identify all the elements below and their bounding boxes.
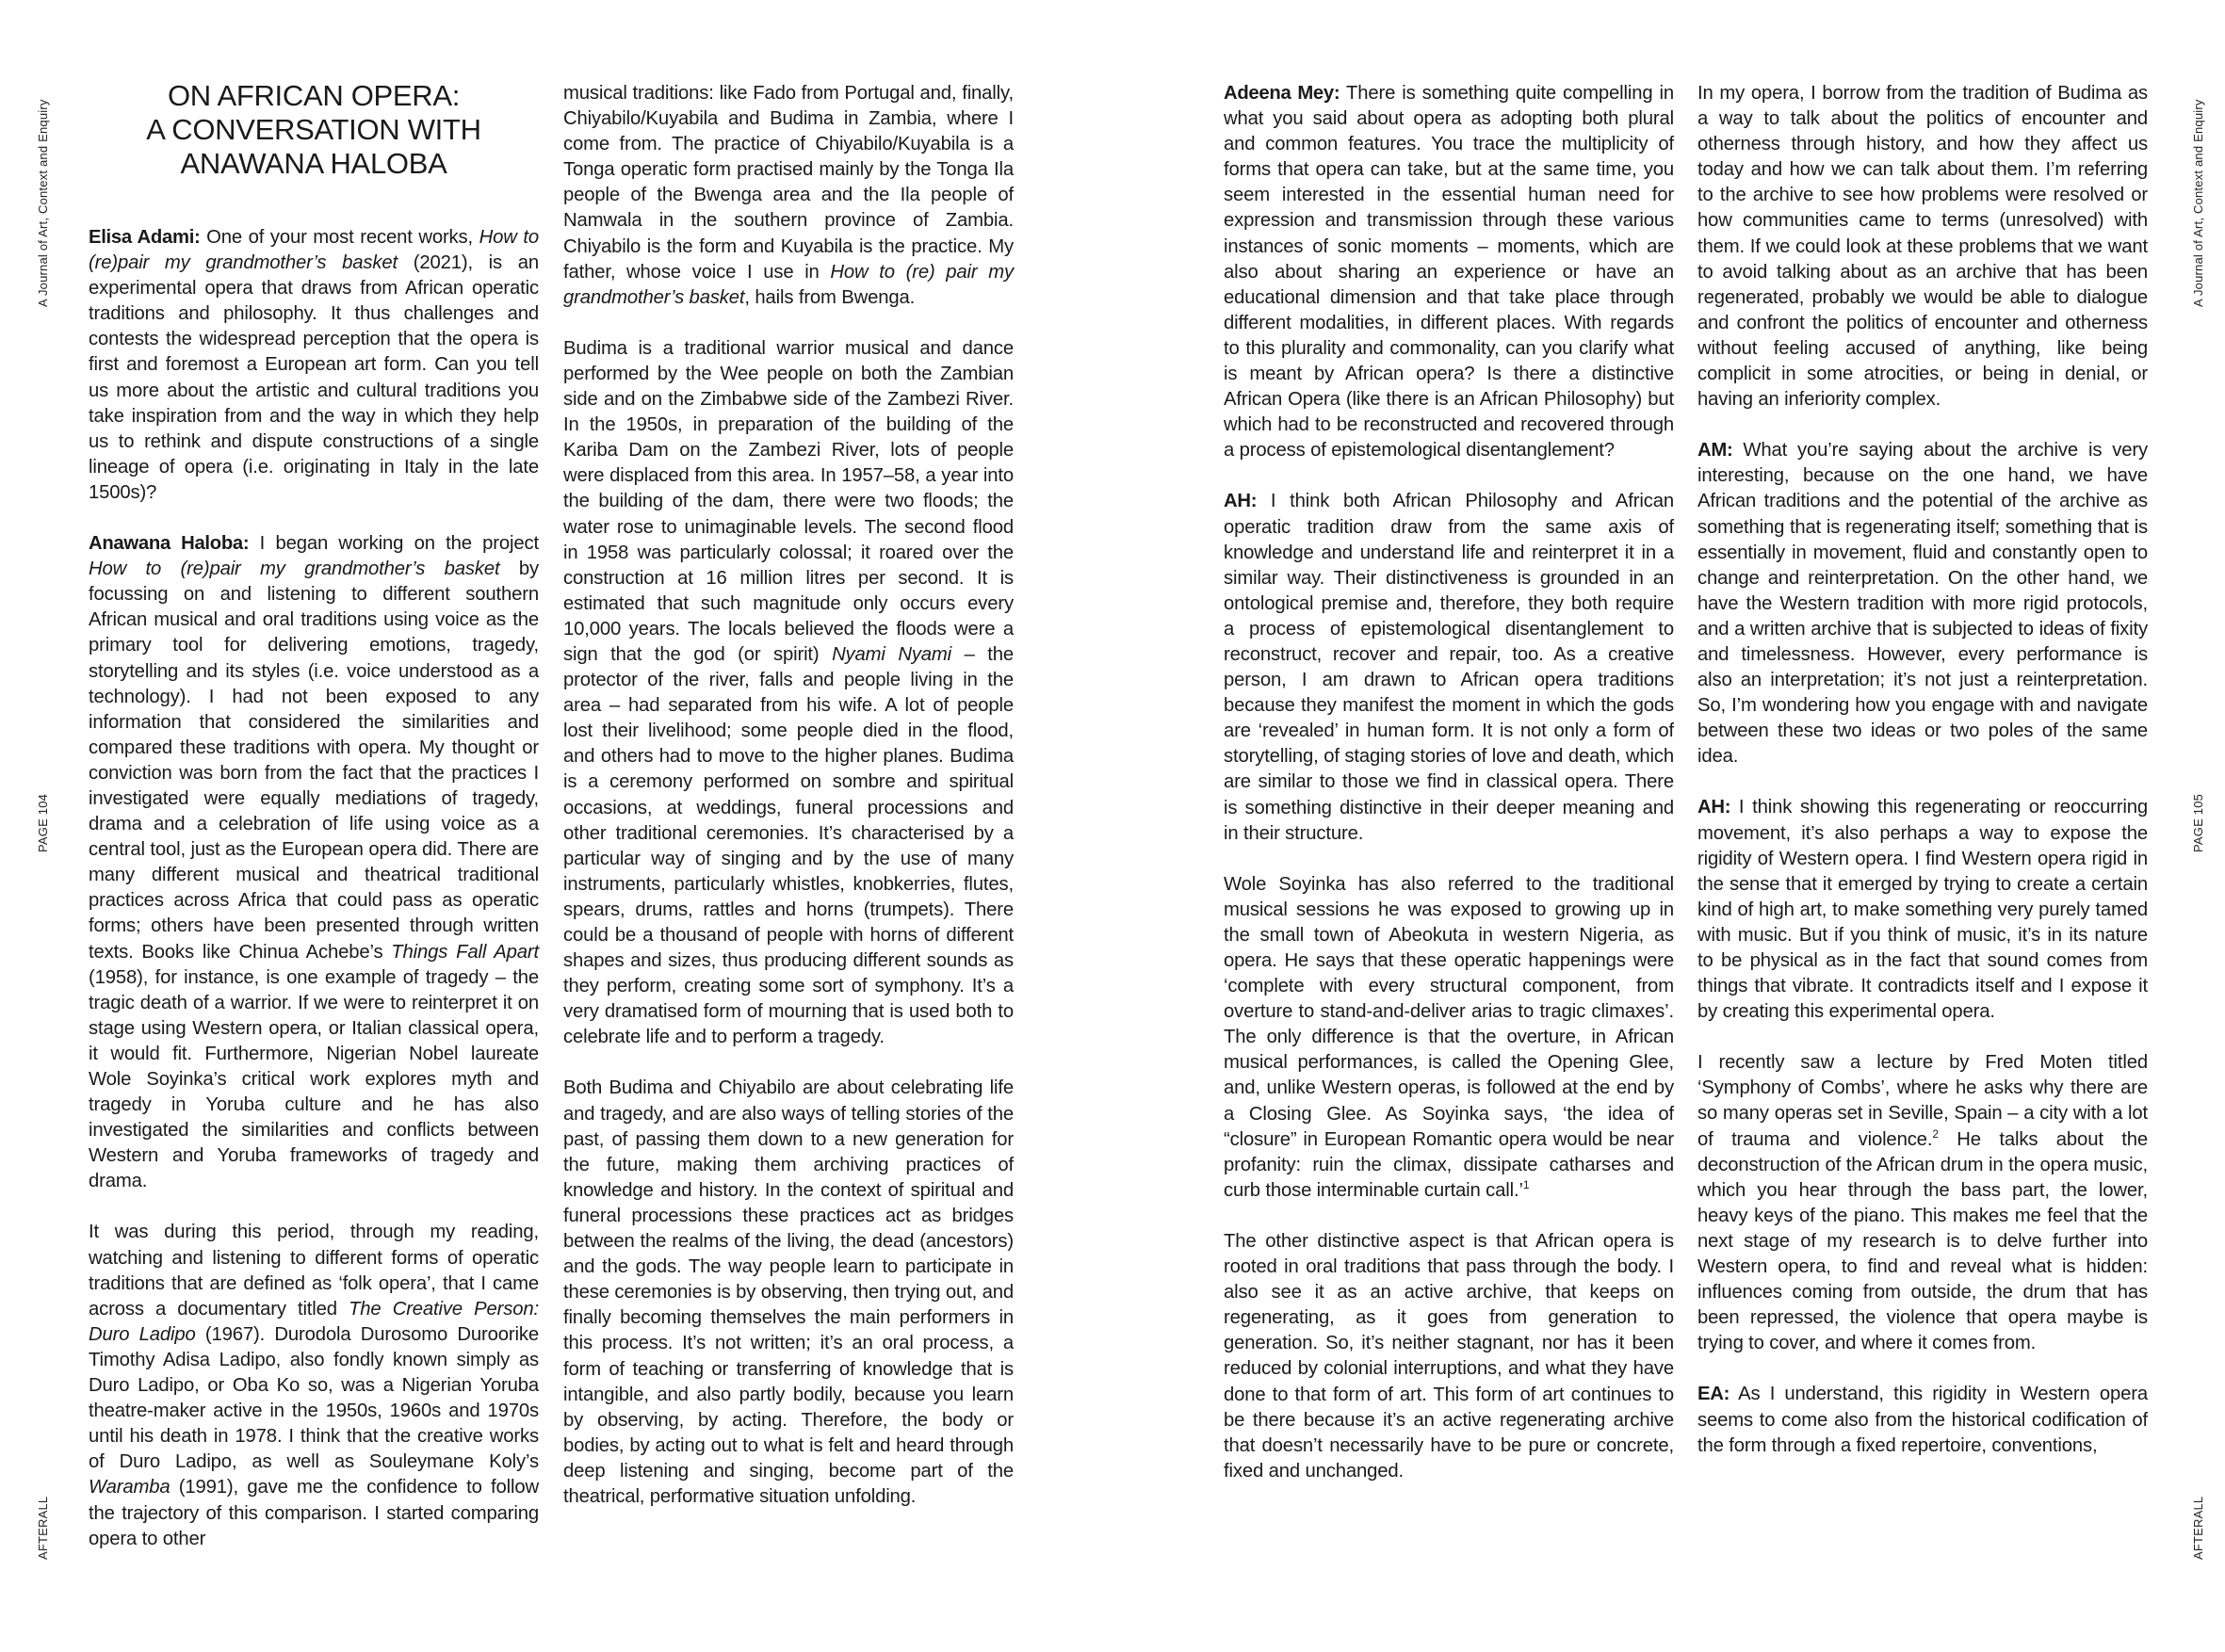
text-run: Both Budima and Chiyabilo are about celebrating life and tragedy, and are also ways of telling stories of the past, of passing them down to a new generation for the future, making them archiving practices of knowledge and history. In the context of spiritual and funeral processions these practices act as bridges between the realms of the living, the dead (ancestors) and the gods. The way people learn to participate in these ceremonies is by observing, then trying out, and finally becoming themselves the main performers in this process. It’s not written; it’s an oral process, a form of teaching or transferring of knowledge that is intangible, and also partly bodily, because you learn by observing, by acting. Therefore, the body or bodies, by acting out to what is felt and heard through deep listening and singing, become part of the theatrical, performative situation unfolding. bbox=[563, 1077, 1014, 1507]
page-number-right: PAGE 105 bbox=[2191, 793, 2205, 852]
text-run: I began working on the project bbox=[249, 533, 540, 555]
text-run: Wole Soyinka has also referred to the traditional musical sessions he was exposed to growing up in the small town of Abeokuta in western Nigeria, as opera. He says that these operatic happenings were ‘complete with every structural component, from overture to stand-and-deliver arias to tragic climaxes’. The only difference is that the overture, in African musical performances, is called the Opening Glee, and, unlike Western operas, is followed at the end by a Closing Glee. As Soyinka says, ‘the idea of “closure” in European Romantic opera would be near profanity: ruin the climax, dissipate catharses and curb those interminable curtain call.’ bbox=[1224, 873, 1674, 1201]
speaker-label: Adeena Mey: bbox=[1224, 83, 1340, 104]
italic-title: How to (re)pair my grandmother’s basket bbox=[89, 227, 539, 274]
paragraph bbox=[1697, 795, 2148, 1025]
text-run: by focussing on and listening to different southern African musical and oral traditions using voice as the primary tool for delivering emotions, tragedy, storytelling and its styles (i.e. voice understood as a technology). I had not been exposed to any information that considered the similarities and compared these traditions with opera. My thought or conviction was born from the fact that the practices I investigated were equally mediations of tragedy, drama and a celebration of life using voice as a central tool, just as the European opera did. There are many different musical and theatrical traditional practices across Africa that could pass as operatic forms; others have been presented through written texts. Books like Chinua Achebe’s bbox=[89, 559, 539, 963]
column-4 bbox=[1697, 81, 2148, 1484]
speaker-label: Elisa Adami: bbox=[89, 227, 201, 248]
italic-title: Waramba bbox=[89, 1477, 171, 1498]
italic-title: The Creative Person: Duro Ladipo bbox=[89, 1298, 540, 1345]
text-run: (2021), is an experimental opera that draws from African operatic traditions and philosophy. It thus challenges and contests the widespread perception that the opera is first and foremost a European art form. Can you tell us more about the artistic and cultural traditions you take inspiration from and the way in which they help us to rethink and dispute constructions of a single lineage of opera (i.e. originating in Italy in the late 1500s)? bbox=[89, 252, 539, 503]
text-run: The other distinctive aspect is that African opera is rooted in oral traditions that pass through the body. I also see it as an active archive, that keeps on regenerating, as it goes from generation to generation. So, it’s neither stagnant, nor has it been reduced by colonial interruptions, and what they have done to that form of art. This form of art continues to be there because it’s an active regenerating archive that doesn’t necessarily have to be pure or concrete, fixed and unchanged. bbox=[1224, 1230, 1674, 1482]
column-2 bbox=[563, 81, 1014, 1535]
text-run: (1991), gave me the confidence to follow the trajectory of this comparison. I started comparing opera to other bbox=[89, 1477, 539, 1549]
paragraph bbox=[1697, 1382, 2148, 1458]
paragraph bbox=[89, 225, 539, 506]
journal-name-left: A Journal of Art, Context and Enquiry bbox=[36, 99, 50, 307]
text-run: What you’re saying about the archive is very interesting, because on the one hand, we have African traditions and the potential of the archive as something that is regenerating itself; something that is essentially in movement, fluid and constantly open to change and reinterpretation. On the other hand, we have the Western tradition with more rigid protocols, and a written archive that is subjected to ideas of fixity and timelessness. However, every performance is also an interpretation; it’s not just a reinterpretation. So, I’m wondering how you engage with and navigate between these two ideas or two poles of the same idea. bbox=[1697, 440, 2148, 768]
text-run: In my opera, I borrow from the tradition of Budima as a way to talk about the politics of encounter and otherness through history, and how they affect us today and how we can talk about them. I’m referring to the archive to see how problems were resolved or how communities came to terms (unresolved) with them. If we could look at these problems that we want to avoid talking about as an archive that has been regenerated, probably we would be able to dialogue and confront the politics of encounter and otherness without feeling accused of anything, like being complicit in some atrocities, or being in denial, or having an inferiority complex. bbox=[1697, 83, 2148, 411]
speaker-label: AH: bbox=[1697, 797, 1731, 818]
speaker-label: AH: bbox=[1224, 491, 1258, 512]
text-run: I recently saw a lecture by Fred Moten titled ‘Symphony of Combs’, where he asks why there are so many operas set in Seville, Spain – a city with a lot of trauma and violence. bbox=[1697, 1052, 2148, 1150]
speaker-label: Anawana Haloba: bbox=[89, 533, 250, 555]
text-run: It was during this period, through my reading, watching and listening to different forms of operatic traditions that are defined as ‘folk opera’, that I came across a documentary titled bbox=[89, 1222, 539, 1320]
footnote-ref: 1 bbox=[1522, 1178, 1530, 1192]
title-line: ON AFRICAN OPERA: bbox=[167, 79, 461, 112]
column-1 bbox=[89, 79, 539, 1578]
column-3 bbox=[1224, 81, 1674, 1510]
text-run: musical traditions: like Fado from Portugal and, finally, Chiyabilo/Kuyabila and Budima in Zambia, where I come from. The practice of Chiyabilo/Kuyabila is a Tonga operatic form practised mainly by the Tonga Ila people of the Bwenga area and the Ila people of Namwala in the southern province of Zambia. Chiyabilo is the form and Kuyabila is the practice. My father, whose voice I use in bbox=[563, 83, 1014, 283]
paragraph bbox=[1697, 1050, 2148, 1356]
title-line: ANAWANA HALOBA bbox=[180, 147, 447, 180]
paragraph bbox=[1224, 489, 1674, 846]
paragraph bbox=[1697, 81, 2148, 413]
brand-right: AFTERALL bbox=[2191, 1496, 2205, 1560]
text-run: Budima is a traditional warrior musical and dance performed by the Wee people on both the Zambian side and on the Zimbabwe side of the Zambezi River. In the 1950s, in preparation of the building of the Kariba Dam on the Zambezi River, lots of people were displaced from this area. In 1957–58, a year into the building of the dam, there were two floods; the water rose to unimaginable levels. The second flood in 1958 was particularly colossal; it roared over the construction at 16 million litres per second. It is estimated that such magnitude only occurs every 10,000 years. The locals believed the floods were a sign that the god (or spirit) bbox=[563, 337, 1014, 665]
journal-name-right: A Journal of Art, Context and Enquiry bbox=[2191, 99, 2205, 307]
text-run: One of your most recent works, bbox=[206, 227, 479, 248]
title-line: A CONVERSATION WITH bbox=[146, 113, 481, 146]
text-run: As I understand, this rigidity in Western opera seems to come also from the historical codification of the form through a fixed repertoire, conventions, bbox=[1697, 1384, 2148, 1456]
paragraph bbox=[89, 1220, 539, 1551]
speaker-label: AM: bbox=[1697, 440, 1733, 462]
italic-title: How to (re)pair my grandmother’s basket bbox=[89, 559, 500, 580]
text-run: – the protector of the river, falls and people living in the area – had separated from his wife. A lot of people lost their livelihood; some people died in the flood, and others had to move to the higher planes. Budima is a ceremony performed on sombre and spiritual occasions, at weddings, funeral processions and other traditional ceremonies. It’s characterised by a particular way of singing and by the use of many instruments, particularly whistles, knobkerries, flutes, spears, drums, rattles and horns (trumpets). There could be a thousand of people with horns of different shapes and sizes, thus producing different sounds as they perform, creating some sort of symphony. It’s a very dramatised form of mourning that is used both to celebrate life and to perform a tragedy. bbox=[563, 643, 1014, 1048]
text-run: (1958), for instance, is one example of tragedy – the tragic death of a warrior. If we were to reinterpret it on stage using Western opera, or Italian classical opera, it would fit. Furthermore, Nigerian Nobel laureate Wole Soyinka’s critical work explores myth and tragedy in Yoruba culture and he has also investigated the similarities and conflicts between Western and Yoruba frameworks of tragedy and drama. bbox=[89, 966, 539, 1192]
speaker-label: EA: bbox=[1697, 1384, 1730, 1405]
paragraph bbox=[1224, 81, 1674, 463]
paragraph bbox=[563, 81, 1014, 311]
italic-title: Nyami Nyami bbox=[832, 643, 952, 665]
text-run: I think showing this regenerating or reoccurring movement, it’s also perhaps a way to expose the rigidity of Western opera. I find Western opera rigid in the sense that it emerged by trying to create a certain kind of high art, to make something very purely tamed with music. But if you think of music, it’s in its nature to be physical as in the fact that sound comes from things that vibrate. It contradicts itself and I expose it by creating this experimental opera. bbox=[1697, 797, 2148, 1023]
page-number-left: PAGE 104 bbox=[36, 793, 50, 852]
article-title bbox=[89, 79, 539, 181]
footnote-ref: 2 bbox=[1932, 1126, 1939, 1141]
text-run: , hails from Bwenga. bbox=[744, 286, 916, 308]
italic-title: Things Fall Apart bbox=[391, 941, 539, 963]
paragraph bbox=[563, 1076, 1014, 1510]
paragraph bbox=[1224, 1229, 1674, 1484]
paragraph bbox=[89, 531, 539, 1194]
italic-title: How to (re) pair my grandmother’s basket bbox=[563, 261, 1014, 308]
brand-left: AFTERALL bbox=[36, 1496, 50, 1560]
text-run: He talks about the deconstruction of the African drum in the opera music, which you hear through the bass part, the lower, heavy keys of the piano. This makes me feel that the next stage of my research is to delve further into Western opera, to find and reveal what is hidden: influences coming from outside, the drum that has been repressed, the violence that opera maybe is trying to cover, and where it comes from. bbox=[1697, 1128, 2149, 1354]
text-run: (1967). Durodola Durosomo Duroorike Timothy Adisa Ladipo, also fondly known simply as Duro Ladipo, or Oba Ko so, was a Nigerian Yoruba theatre-maker active in the 1950s, 1960s and 1970s until his death in 1978. I think that the creative works of Duro Ladipo, as well as Souleymane Koly’s bbox=[89, 1323, 539, 1473]
text-run: I think both African Philosophy and African operatic tradition draw from the same axis of knowledge and understand life and reinterpret it in a similar way. Their distinctiveness is grounded in an ontological premise and, therefore, they both require a process of epistemological disentanglement to reconstruct, recover and repair, too. As a creative person, I am drawn to African opera traditions because they manifest the moment in which the gods are ‘revealed’ in human form. It is not only a form of storytelling, of staging stories of love and death, which are similar to those we find in classical opera. There is something distinctive in their deeper meaning and in their structure. bbox=[1224, 491, 1674, 844]
paragraph bbox=[1224, 872, 1674, 1204]
paragraph bbox=[563, 336, 1014, 1051]
paragraph bbox=[1697, 438, 2148, 769]
text-run: There is something quite compelling in what you said about opera as adopting both plural and common features. You trace the multiplicity of forms that opera can take, but at the same time, you seem interested in the essential human need for expression and transmission through these various instances of sonic moments – moments, which are also about sharing an experience or have an educational dimension and that take place through different modalities, in different places. With regards to this plurality and commonality, can you clarify what is meant by African opera? Is there a distinctive African Opera (like there is an African Philosophy) but which had to be reconstructed and recovered through a process of epistemological disentanglement? bbox=[1224, 83, 1674, 462]
